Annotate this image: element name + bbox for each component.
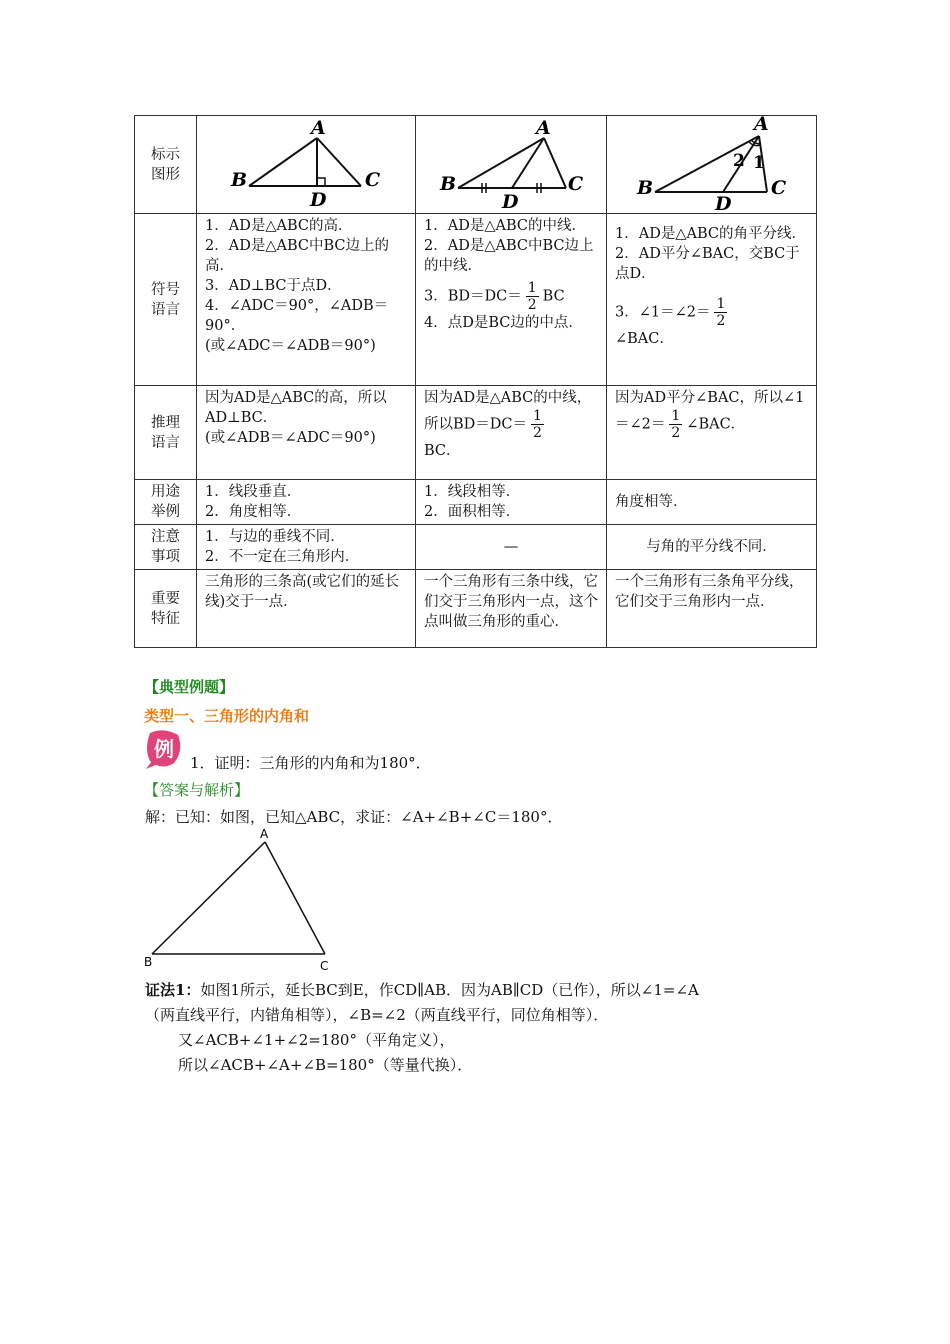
text-line: 2．角度相等． (205, 504, 302, 520)
text-line: 1．AD是△ABC的角平分线． (615, 226, 806, 242)
head-text: 标示 图形 (151, 146, 180, 183)
text-line: 3．BD＝DC＝ (424, 288, 522, 305)
text-line: 因为AD平分∠BAC，所以∠1＝∠2＝ (615, 390, 805, 433)
text-line: BC． (424, 443, 461, 459)
usage-bisector: 角度相等． (607, 480, 817, 525)
figure-altitude (197, 116, 416, 214)
label-a: A (311, 117, 326, 139)
label-c: C (568, 173, 584, 195)
problem-text: 1．证明：三角形的内角和为180°． (190, 754, 431, 772)
row-head-usage (135, 480, 197, 525)
features-bisector: 一个三角形有三条角平分线，它们交于三角形内一点． (607, 570, 817, 648)
text-line: BC (542, 288, 565, 305)
text-line: (或∠ADC＝∠ADB＝90°) (205, 338, 376, 354)
text-line: 3．∠1＝∠2＝ (615, 304, 711, 321)
head-text: 注意 事项 (151, 529, 180, 565)
head-text: 推理 语言 (151, 414, 180, 451)
label-c: C (320, 959, 329, 973)
method-line-2: （两直线平行，内错角相等），∠B=∠2（两直线平行，同位角相等）． (145, 1006, 609, 1024)
features-altitude: 三角形的三条高(或它们的延长线)交于一点． (197, 570, 416, 648)
reasoning-bisector (607, 386, 817, 480)
text-line: 2．AD平分∠BAC，交BC于点D． (615, 246, 800, 282)
label-a: A (536, 117, 551, 139)
reasoning-median (416, 386, 607, 480)
method-text: 如图1所示，延长BC到E，作CD∥AB．因为AB∥CD（已作），所以∠1=∠A (200, 981, 699, 999)
fraction-half: $\frac{1}{2}$ (716, 296, 726, 329)
fraction-half: $\frac{1}{2}$ (533, 408, 542, 441)
notes-altitude (197, 525, 416, 570)
head-text: 符号 语言 (151, 281, 180, 318)
answer-title: 【答案与解析】 (144, 781, 250, 799)
text-line: 1．AD是△ABC的高． (205, 218, 353, 234)
label-b: B (231, 169, 248, 191)
row-head-notes (135, 525, 197, 570)
text-line: 1．线段垂直． (205, 484, 302, 500)
symbol-altitude (197, 214, 416, 386)
row-head-figure (135, 116, 197, 214)
text-line: 3．AD⊥BC于点D． (205, 278, 342, 294)
label-d: D (715, 193, 732, 212)
comparison-table (134, 115, 817, 648)
label-a: A (260, 827, 269, 841)
row-head-features (135, 570, 197, 648)
label-d: D (310, 189, 327, 211)
method-1-line (145, 979, 699, 1001)
label-b: B (144, 955, 153, 969)
text-line: 因为AD是△ABC的中线，所以BD＝DC＝ (424, 390, 592, 433)
label-a: A (754, 116, 769, 135)
label-c: C (771, 177, 787, 199)
section-title: 【典型例题】 (144, 678, 235, 696)
text-line: 1．AD是△ABC的中线． (424, 218, 586, 234)
text-line: 2．AD是△ABC中BC边上的高． (205, 238, 389, 274)
features-median: 一个三角形有三条中线，它们交于三角形内一点，这个点叫做三角形的重心． (416, 570, 607, 648)
text-line: 2．AD是△ABC中BC边上的中线． (424, 238, 594, 274)
label-b: B (440, 173, 457, 195)
example-badge-icon (144, 729, 184, 769)
type-title: 类型一、三角形的内角和 (144, 707, 310, 725)
notes-median: — (416, 525, 607, 570)
label-b: B (637, 177, 654, 199)
method-line-4: 所以∠ACB+∠A+∠B=180°（等量代换）． (178, 1056, 473, 1074)
symbol-median (416, 214, 607, 386)
text-line: (或∠ADB＝∠ADC＝90°) (205, 430, 376, 446)
label-d: D (502, 191, 519, 212)
figure-bisector (607, 116, 817, 214)
text-line: ∠BAC． (615, 331, 674, 347)
triangle-abc-figure (140, 826, 340, 976)
badge-text: 例 (154, 737, 174, 761)
solution-text: 解：已知：如图，已知△ABC，求证：∠A+∠B+∠C＝180°． (145, 808, 563, 826)
method-line-3: 又∠ACB+∠1+∠2=180°（平角定义）， (178, 1031, 455, 1049)
text-line: 4．点D是BC边的中点． (424, 315, 583, 331)
method-label: 证法1： (145, 981, 201, 999)
fraction-half: $\frac{1}{2}$ (671, 408, 681, 441)
usage-median (416, 480, 607, 525)
fraction-half: $\frac{1}{2}$ (527, 280, 537, 313)
label-angle-2: 2 (733, 151, 745, 171)
row-head-symbol (135, 214, 197, 386)
label-angle-1: 1 (753, 153, 765, 173)
head-text: 用途 举例 (151, 484, 180, 520)
text-line: ∠BAC． (686, 416, 746, 433)
notes-bisector: 与角的平分线不同． (607, 525, 817, 570)
text-line: 2．面积相等． (424, 504, 521, 520)
row-head-reasoning (135, 386, 197, 480)
reasoning-altitude (197, 386, 416, 480)
label-c: C (365, 169, 381, 191)
text-line: 因为AD是△ABC的高，所以AD⊥BC． (205, 390, 387, 426)
head-text: 重要 特征 (151, 590, 180, 627)
text-line: 1．与边的垂线不同． (205, 529, 345, 545)
text-line: 1．线段相等． (424, 484, 521, 500)
text-line: 4．∠ADC＝90°，∠ADB＝90°． (205, 298, 389, 334)
text-line: 2．不一定在三角形内． (205, 549, 360, 565)
symbol-bisector (607, 214, 817, 386)
usage-altitude (197, 480, 416, 525)
figure-median (416, 116, 607, 214)
